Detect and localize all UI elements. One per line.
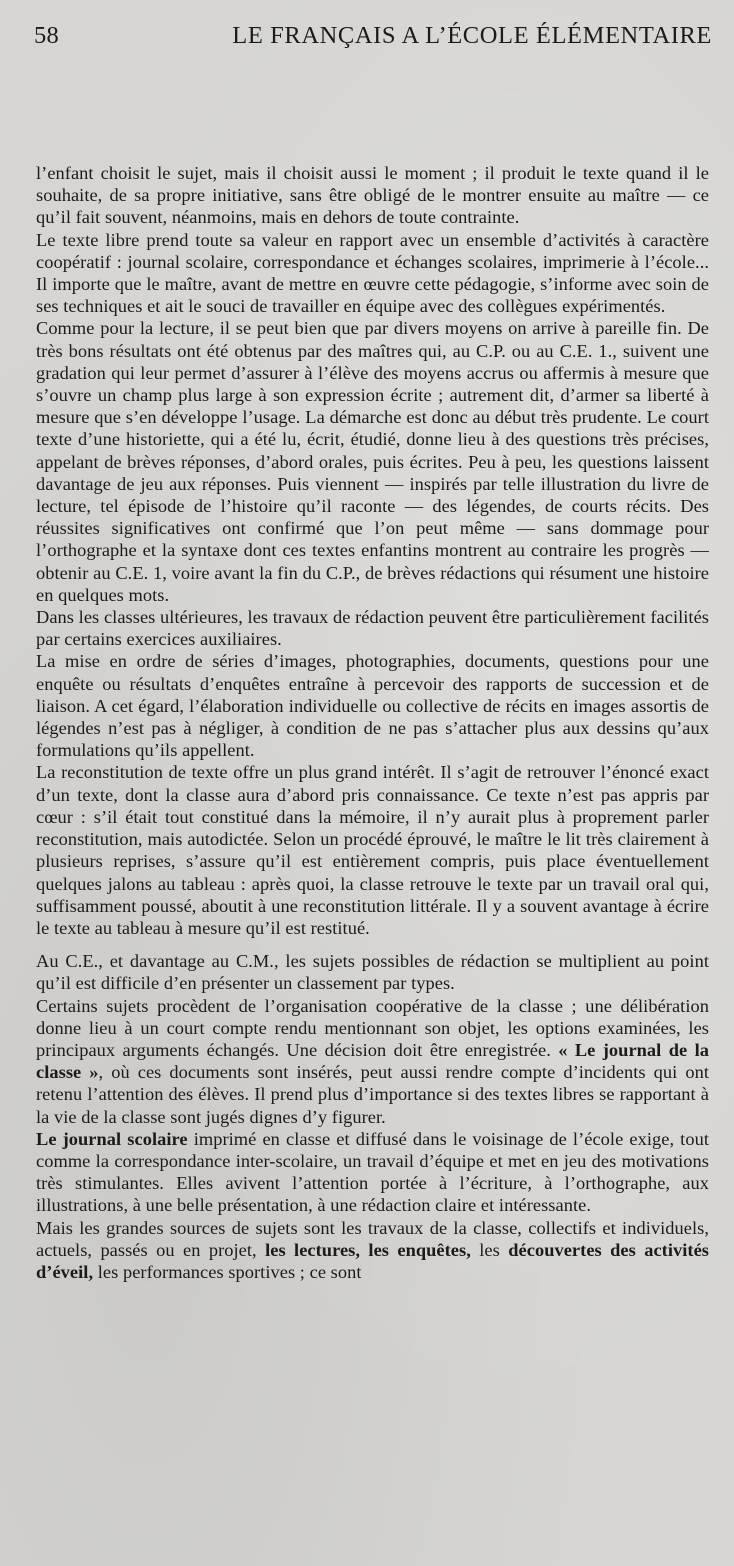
page-header bbox=[34, 22, 712, 56]
paragraph-classes-ulterieures: Dans les classes ultérieures, les travaux de rédaction peuvent être particulièrement facilités par certains exercices auxiliaires. bbox=[36, 607, 709, 650]
journal-de-la-classe-text: , où ces documents sont insérés, peut aussi rendre compte d’incidents qui ont retenu l’attention des élèves. Il prend plus d’importance si des textes libres se rapportant à la vie de la classe sont jugés dignes d’y figurer. bbox=[36, 1062, 709, 1127]
journal-scolaire-text: imprimé en classe et diffusé dans le voisinage de l’école exige, tout comme la correspondance inter-scolaire, un travail d’équipe et met en jeu des motivations très stimulantes. Elles avivent l’attention portée à l’écriture, à l’orthographe, aux illustrations, à une belle présentation, à une rédaction claire et intéressante. bbox=[36, 1128, 709, 1216]
paragraph-organisation-cooperative bbox=[36, 995, 709, 1128]
paragraph-lecture-gradation: Comme pour la lecture, il se peut bien que par divers moyens on arrive à pareille fin. De très bons résultats ont été obtenus par des maîtres qui, au C.P. ou au C.E. 1., suivent une gradation qui leur permet d’assurer à l’élève des moyens accrus ou affermis à mesure que s’ouvre un champ plus large à son expression écrite ; autrement dit, d’armer sa liberté à mesure que s’en développe l’usage. La démarche est donc au début très prudente. Le court texte d’une historiette, qui a été lu, écrit, étudié, donne lieu à des questions très précises, appelant de brèves réponses, d’abord orales, puis écrites. Peu à peu, les questions laissent davantage de jeu aux réponses. Puis viennent — inspirés par telle illustration du livre de lecture, tel épisode de l’histoire qu’il raconte — des légendes, de courts récits. Des réussites significatives ont confirmé que l’on peut même — sans dommage pour l’orthographe et la syntaxe dont ces textes enfantins montrent au contraire les progrès — obtenir au C.E. 1, voire avant la fin du C.P., de brèves rédactions qui résument une histoire en quelques mots. bbox=[36, 318, 709, 605]
paragraph-ce-cm: Au C.E., et davantage au C.M., les sujets possibles de rédaction se multiplient au point qu’il est difficile d’en présenter un classement par types. bbox=[36, 951, 709, 994]
sources-text-1: Mais les grandes sources de sujets sont les travaux de la classe, collectifs et individuels, actuels, passés ou en projet, bbox=[36, 1217, 709, 1260]
sources-text-3: les performances sportives ; ce sont bbox=[97, 1261, 362, 1282]
paragraph-continuation: l’enfant choisit le sujet, mais il choisit aussi le moment ; il produit le texte quand il le souhaite, de sa propre initiative, sans être obligé de le montrer ensuite au maître — ce qu’il fait souvent, néanmoins, mais en dehors de toute contrainte. bbox=[36, 163, 709, 228]
sources-text-2: les bbox=[479, 1239, 500, 1260]
page-number: 58 bbox=[34, 22, 59, 49]
body-text bbox=[36, 162, 709, 1283]
decouvertes-eveil-term: découvertes des activités d’éveil, bbox=[36, 1239, 709, 1282]
paragraph-journal-scolaire bbox=[36, 1128, 709, 1217]
paragraph-reconstitution: La reconstitution de texte offre un plus grand intérêt. Il s’agit de retrouver l’énoncé exact d’un texte, dont la classe aura d’abord pris connaissance. Ce texte n’est pas appris par cœur : s’il était tout constitué dans la mémoire, il n’y aurait plus à proprement parler reconstitution, mais autodictée. Selon un procédé éprouvé, le maître le lit très clairement à plusieurs reprises, s’assure qu’il est entièrement compris, puis place éventuellement quelques jalons au tableau : après quoi, la classe retrouve le texte par un travail oral qui, suffisamment poussé, aboutit à une reconstitution littérale. Il y a souvent avantage à écrire le texte au tableau à mesure qu’il est restitué. bbox=[36, 762, 709, 938]
journal-de-la-classe-term: « Le journal de la classe » bbox=[36, 1039, 709, 1083]
paragraph-texte-libre: Le texte libre prend toute sa valeur en rapport avec un ensemble d’activités à caractère coopératif : journal scolaire, correspondance et échanges scolaires, imprimerie à l’école... Il importe que le maître, avant de mettre en œuvre cette pédagogie, s’informe avec soin de ses techniques et ait le souci de travailler en équipe avec des collègues expérimentés. bbox=[36, 229, 709, 317]
paragraph-mise-en-ordre: La mise en ordre de séries d’images, photographies, documents, questions pour une enquête ou résultats d’enquêtes entraîne à percevoir des rapports de succession et de liaison. A cet égard, l’élaboration individuelle ou collective de récits en images assortis de légendes n’est pas à négliger, à condition de ne pas s’attacher plus aux dessins qu’aux formulations qu’ils appellent. bbox=[36, 651, 709, 761]
running-title: LE FRANÇAIS A L’ÉCOLE ÉLÉMENTAIRE bbox=[232, 22, 712, 49]
journal-scolaire-term: Le journal scolaire bbox=[36, 1128, 188, 1149]
lectures-enquetes-term: les lectures, les enquêtes, bbox=[265, 1239, 471, 1260]
paragraph-organisation-text: Certains sujets procèdent de l’organisation coopérative de la classe ; une délibération donne lieu à un court compte rendu mentionnant son objet, les options examinées, les principaux arguments échangés. Une décision doit être enregistrée. bbox=[36, 995, 709, 1060]
paragraph-sources-de-sujets bbox=[36, 1217, 709, 1284]
